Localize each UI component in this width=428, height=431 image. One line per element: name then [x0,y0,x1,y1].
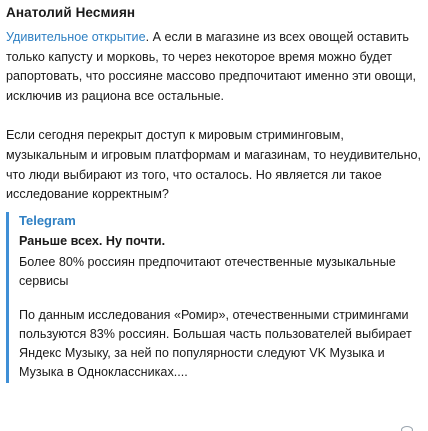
author-name[interactable]: Анатолий Несмиян [6,5,136,20]
link-preview[interactable] [6,212,415,383]
preview-body: По данным исследования «Ромир», отечественными стримингами пользуются 83% россиян. Большая часть пользователей выбирает Яндекс Музыку, за ней по популярности следуют VK Музыка и Музыка в Одноклассниках.... [19,307,412,380]
message-paragraph-1-text: . А если в магазине из всех овощей оставить только капусту и морковь, то через некоторое время можно будет рапортовать, что россияне массово предпочитают именно эти овощи, исключив из рациона все остальные. [6,30,416,103]
message-meta [397,424,416,431]
message-paragraph-1 [6,28,422,106]
preview-site-name: Telegram [19,212,76,228]
message-link[interactable]: Удивительное открытие [6,30,146,44]
views-icon [401,426,413,431]
preview-description: Более 80% россиян предпочитают отечественные музыкальные сервисы [19,254,396,288]
message-paragraph-2: Если сегодня перекрыт доступ к мировым стриминговым, музыкальным и игровым платформам и магазинам, то неудивительно, что люди выбирают из того, что осталось. Но является ли такое исследование корректным? [6,128,422,202]
preview-title: Раньше всех. Ну почти. [19,233,166,248]
